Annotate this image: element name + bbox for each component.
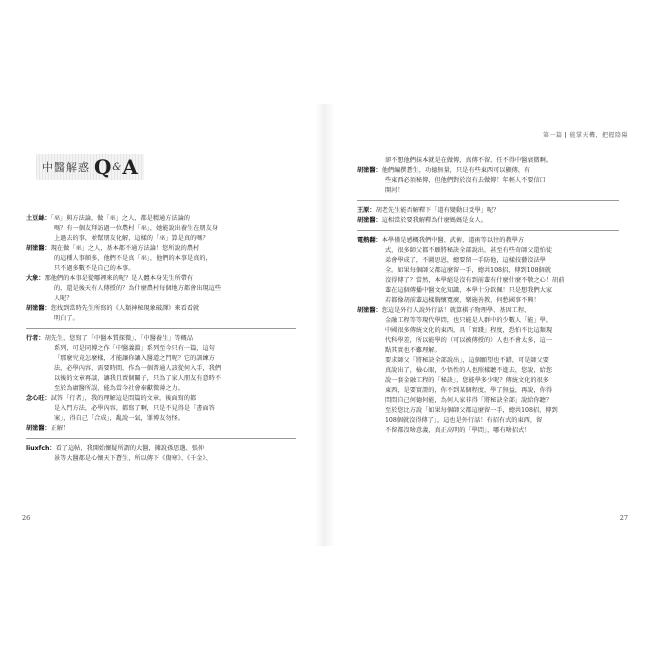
dialogue-line [357,166,619,176]
right-dialogue [357,156,619,436]
dialogue-line [26,294,296,304]
dialogue-line [357,326,619,336]
page-number-left: 26 [22,514,31,522]
dialogue-line [357,336,619,346]
dialogue-line [26,384,296,394]
speaker-name: 胡塗醫： [357,167,382,174]
dialogue-text: 胡老先生能否解釋下「道有變動曰爻學」呢？ [375,207,500,214]
dialogue-text: 系列，可是同博之作「中醫義淵」系列至今只有一篇，這句 [54,345,215,352]
dialogue-text: 代科學差，所以能學的（可以被傳授的）人也不會太多，這一 [385,337,553,344]
header-separator [565,132,566,138]
dialogue-line [357,316,619,326]
dialogue-line [357,186,619,196]
dialogue-text: 點其實也不難理解。 [385,347,441,354]
dialogue-line [26,354,296,364]
dialogue-text: 他們編撰蒼生，功德無量，只是有些東西可以顯傳，有 [381,167,531,174]
dialogue-line [26,304,296,314]
dialogue-line [357,266,619,276]
dialogue-line [357,416,619,426]
dialogue-text: 現在做「巫」之人，基本都不通方法論！您所說的農村 [50,245,200,252]
dialogue-text: 「那麼究竟怎麼樣，才能讓你讓入醫道之門呢？它的訓練方 [54,355,215,362]
dialogue-text: 這相當於要我解釋為什麼媽媽是女人。 [381,217,487,224]
qa-block-2 [357,206,619,226]
dialogue-line [357,286,619,296]
dialogue-text: 金融工程等等現代學問，也只能是人群中的少數人「能」學， [385,317,553,324]
right-page [325,104,650,546]
left-page [0,104,325,546]
dialogue-line [26,414,296,424]
qa-block-3 [26,444,296,464]
dialogue-text: 弟會學成了，不圖思恩，總要留一手防他，這樣技藝沒法學 [385,257,546,264]
dialogue-text: 輩在這個傳播中醫文化知識，本學十分欽佩！只是想我們大家 [385,287,553,294]
dialogue-text: 法，必學內容、需要時間，作為一個普通人該從何入手，我們 [54,365,222,372]
dialogue-text: 胡先生，您寫了「中醫本質探微」、「中醫養生」等概品 [44,335,194,342]
dialogue-line [26,264,296,274]
dialogue-line [26,274,296,284]
dialogue-text: 要求師父「將秘訣全部說出」，這個願望也不錯，可是師父要 [385,357,549,364]
dialogue-text: 試答「行者」，我的理解這是問篇的文章，後面寫的都 [50,395,197,402]
dialogue-text: 景等大醫都是心懷天下蒼生，所以傳下《傷寒》、《千金》、 [54,455,212,462]
title-q: Q [94,155,112,179]
dialogue-text: 至於為庸醫所誤，能為當今社會奉獻微薄之力。 [54,385,184,392]
title-chinese: 中醫解惑 [42,161,90,174]
dialogue-line [26,454,296,464]
dialogue-line [26,404,296,414]
dialogue-line [357,356,619,366]
dialogue-text: 本學僅是感概我們中醫、武術、道術等以往的教學方 [381,237,525,244]
dialogue-line [357,216,619,226]
speaker-name: 胡塗醫： [26,305,51,312]
qa-block-2 [26,334,296,434]
dialogue-text: 問問自己何德何能，為何人家非得「將秘訣全部」說給你聽？ [385,397,553,404]
dialogue-line [26,254,296,264]
dialogue-line [357,406,619,416]
qa-block-1 [26,214,296,324]
running-header [543,130,628,139]
dialogue-line [26,424,296,434]
dialogue-line [357,256,619,266]
dialogue-line [357,386,619,396]
dialogue-text: 案」，得自己「合成」，亂說一氣，罪博友勿怪。 [54,415,184,422]
dialogue-line [357,156,619,166]
qa-block-3 [357,236,619,436]
speaker-name: 行者： [26,335,45,342]
dialogue-text: 嗎？有一個友拜訪過一位農村「巫」，她能說出養生在朋友身 [54,225,218,232]
book-spread [0,104,650,546]
dialogue-text: 至於您比方說「如果每個師父都這麼留一手，總共108招，傳到 [385,407,558,414]
left-dialogue [26,214,296,464]
dialogue-text: 若都像胡前輩這樣胸懷寬廣，樂施善教，何愁國事不興！ [385,297,540,304]
speaker-name: 王原： [357,207,376,214]
dialogue-text: 卻不想他們抹本就是在做傳，真傳不留，任不得中醫衰微啊。 [385,157,553,164]
dialogue-text: 108個就沒得傳了」，這也是外行話！有招有式的東西，留 [385,417,543,424]
dialogue-text: 說一套金融工程的「秘訣」，您能學多少呢？傳統文化的很多 [385,377,549,384]
speaker-name: liuxfch： [26,445,56,452]
dialogue-line [26,444,296,454]
dialogue-text: 您這是外行人說外行話！就算棋子物理學、基因工程、 [381,307,531,314]
dialogue-line [26,334,296,344]
dialogue-line [26,394,296,404]
speaker-name: 土豆絲： [26,215,51,222]
dialogue-line [26,284,296,294]
speaker-name: 胡塗醫： [357,307,382,314]
dialogue-text: 中國很多傳統文化的東西，具「實踐」程度，恐怕不比這類現 [385,327,553,334]
dialogue-line [357,296,619,306]
dialogue-line [357,376,619,386]
dialogue-text: 正解！ [50,425,70,432]
dialogue-text: 沒得傳了？當然，本學絕是沒有到前輩有什麼什麼不敬之心！胡前 [385,277,565,284]
dialogue-line [26,344,296,354]
dialogue-text: 東西，是要實證的，你不到某個程度，學了無益，再說，你得 [385,387,553,394]
dialogue-line [26,364,296,374]
divider-rule [357,200,619,201]
dialogue-text: 的這種人事頗多，他們不是真「巫」，他們的本事是真的， [54,255,212,262]
dialogue-text: 全。如果每個師父都這麼留一手，總共108招，傳到108個就 [385,267,551,274]
dialogue-line [357,206,619,216]
section-title [36,154,144,180]
dialogue-line [26,234,296,244]
page-number-right: 27 [619,514,628,522]
dialogue-line [357,306,619,316]
header-section: 能掌天機，把握陰陽 [569,132,628,139]
title-amp: & [112,161,122,173]
dialogue-text: 明白了。 [54,315,79,322]
dialogue-text: 上過去的事，並幫朋友化解，這樣的「巫」算是真的嗎？ [54,235,209,242]
dialogue-text: 那他們的本事是從哪裡來的呢？是人體本身先生所帶有 [44,275,194,282]
speaker-name: 電熱翻： [357,237,382,244]
speaker-name: 胡塗醫： [26,425,51,432]
speaker-name: 念心旺： [26,395,51,402]
dialogue-text: 以後的文章再談，讓我且賣個關子，只為了家人朋友有意時不 [54,375,222,382]
dialogue-line [26,314,296,324]
dialogue-text: 看了這帖，我開始懷疑所謂的大醫，據說孫思邈、張仲 [55,445,205,452]
dialogue-line [26,224,296,234]
dialogue-line [357,176,619,186]
dialogue-line [26,374,296,384]
dialogue-line [357,346,619,356]
qa-block-1 [357,156,619,196]
dialogue-text: 真說出了，檢心眼，少悟性的人也照樣聽不進去，您說，給您 [385,367,553,374]
dialogue-text: 些東西必須秘傳，但他們對於沒有去做傳！年輕人不要信口 [385,177,546,184]
dialogue-line [26,244,296,254]
dialogue-line [26,214,296,224]
divider-rule [26,438,296,439]
dialogue-text: 的，還是後天有人傳授的？為什麼農村每個地方都會出現這些 [54,285,222,292]
dialogue-line [357,396,619,406]
header-chapter: 第一篇 [542,132,563,139]
dialogue-text: 「巫」與方法論，做「巫」之人，都是精通方法論的 [50,215,190,222]
dialogue-line [357,246,619,256]
divider-rule [357,230,619,231]
dialogue-text: 是入門方法，必學內容，都寫了啊，只是不見得是「書面答 [54,405,215,412]
title-a: A [122,155,138,179]
speaker-name: 大象： [26,275,45,282]
dialogue-text: 不留都沒啥意義，真正高明的「學問」，哪有啥招式！ [385,427,531,434]
dialogue-line [357,366,619,376]
dialogue-text: 式，很多師父都不願將秘訣全部說出，甚至有些奇師父還怕徒 [385,247,553,254]
dialogue-text: 開河！ [385,187,404,194]
dialogue-line [357,426,619,436]
dialogue-line [357,276,619,286]
dialogue-text: 您找到當時先生所寫的《人類神秘現象破譯》來看看就 [50,305,200,312]
dialogue-text: 只不過多數不是自己的本事。 [54,265,135,272]
divider-rule [26,328,296,329]
dialogue-line [357,236,619,246]
speaker-name: 胡塗醫： [26,245,51,252]
speaker-name: 胡塗醫： [357,217,382,224]
dialogue-text: 人呢？ [54,295,73,302]
